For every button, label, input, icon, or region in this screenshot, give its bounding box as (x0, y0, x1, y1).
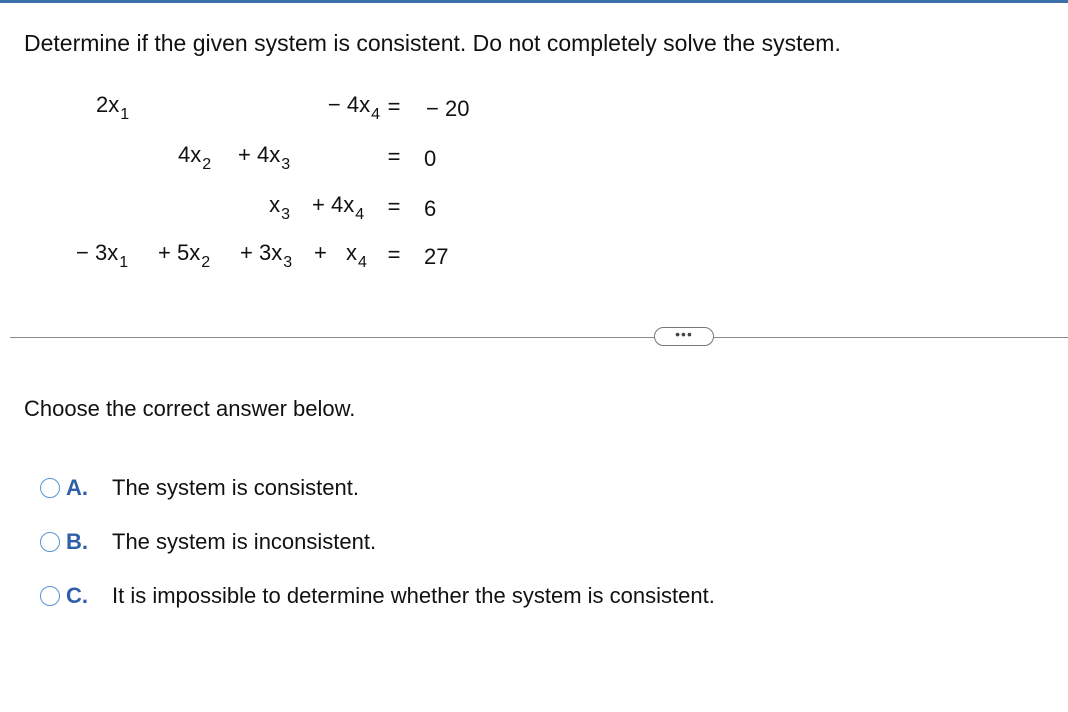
eq-row4-term-x2: + $5x_2$ (158, 240, 211, 271)
eq-row4-term-x4: $x_4$ (346, 240, 367, 271)
option-b-text: The system is inconsistent. (112, 529, 377, 554)
eq-row4-rhs: 27 (424, 244, 449, 269)
radio-option-b[interactable] (40, 532, 60, 552)
eq-row3-term-x4: + $4x_4$ (312, 192, 365, 223)
top-accent-bar (0, 0, 1068, 3)
eq-row4-term-x3: + $3x_3$ (240, 240, 293, 271)
eq-row2-equals: = (387, 144, 401, 169)
option-c-text: It is impossible to determine whether the system is consistent. (112, 583, 715, 608)
eq-row1-equals: = (387, 94, 401, 119)
option-a-text: The system is consistent. (112, 475, 359, 500)
radio-option-c[interactable] (40, 586, 60, 606)
eq-row2-term-x3: + $4x_3$ (238, 142, 291, 173)
radio-option-a[interactable] (40, 478, 60, 498)
eq-row1-term-x4: − $4x_4$ (327, 92, 380, 123)
more-options-button[interactable]: ••• (654, 327, 714, 346)
question-text: Determine if the given system is consistent. Do not completely solve the system. (24, 30, 841, 56)
option-b-letter: B. (66, 529, 88, 554)
option-c-letter: C. (66, 583, 88, 608)
eq-row1-rhs: − 20 (426, 96, 470, 121)
eq-row3-equals: = (387, 194, 401, 219)
eq-row2-rhs: 0 (424, 146, 437, 171)
eq-row3-rhs: 6 (424, 196, 437, 221)
eq-row4-plus: + (314, 240, 327, 265)
eq-row1-term-x1: $2x_1$ (96, 92, 130, 123)
eq-row3-term-x3: $x_3$ (269, 192, 290, 223)
answer-prompt: Choose the correct answer below. (24, 396, 356, 421)
eq-row2-term-x2: $4x_2$ (178, 142, 212, 173)
eq-row4-term-x1: − $3x_1$ (76, 240, 129, 271)
section-divider (10, 337, 1068, 338)
option-a-letter: A. (66, 475, 88, 500)
eq-row4-equals: = (387, 242, 401, 267)
